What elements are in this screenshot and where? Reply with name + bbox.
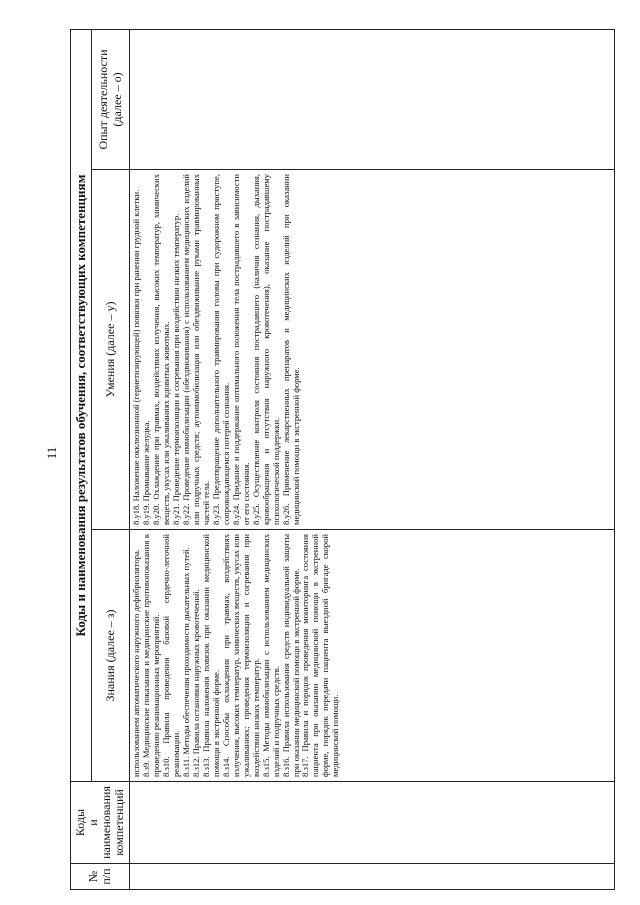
header-codes: Коды и наименования компетенций [71,782,130,864]
skill-item: 8.у24. Придание и поддержание оптимального положения тела пострадавшего в зависимости от его состояния. [230,174,251,525]
knowledge-item: 8.з10. Правила проведения базовой сердечно-легочной реанимации. [160,534,181,777]
header-num: № п/п [71,864,130,890]
skill-item: 8.у20. Охлаждение при травмах, воздействиях излучения, высоких температур, химических веществ, укусах или ужаливаниях ядовитых животных. [150,174,171,525]
cell-experience [130,29,615,169]
knowledge-item: 8.з11. Методы обеспечения проходимости дыхательных путей. [180,547,191,777]
header-skills: Умения (далее – у) [92,170,130,530]
cell-num [130,864,615,890]
skill-item: 8.у25. Осуществление контроля состояния пострадавшего (наличия сознания, дыхания, кровообращения и отсутствия наружного кровотечения), оказание пострадавшему психологической поддержки. [250,174,281,525]
cell-skills [130,170,615,530]
skill-item: 8.у26. Применение лекарственных препаратов и медицинских изделий при оказании медицинской помощи в экстренной форме. [280,174,301,525]
cell-knowledge [130,530,615,782]
knowledge-item: 8.з13. Правила наложения повязок при оказании медицинской помощи в экстренной форме. [200,534,221,777]
skill-item: 8.у23. Предотвращение дополнительного травмирования головы при судорожном приступе, сопровождающемся потерей сознания. [210,174,231,525]
header-knowledge: Знания (далее – з) [92,530,130,782]
skill-item: 8.у21. Проведение термоизоляции и согревания при воздействии низких температур. [170,213,181,525]
knowledge-item: 8.з9. Медицинские показания и медицинские противопоказания к проведению реанимационных мероприятий. [140,534,161,777]
rotated-page-content [70,30,615,890]
knowledge-item: использованием автоматического наружного дефибриллятора. [131,549,141,777]
knowledge-item: 8.з14. Способы охлаждения при травмах, воздействиях излучения, высоких температур, химических веществ, укусах или ужаливаниях; проведения термоизоляции и согревания при воздействии низких температур. [220,534,261,777]
knowledge-item: 8.з17. Правила и порядок проведения мониторинга состояния пациента при оказании медицинской помощи в экстренной форме, порядок передачи пациента выездной бригаде скорой медицинской помощи. [300,534,341,777]
header-group: Коды и наименования результатов обучения, соответствующих компетенциям [71,29,92,781]
knowledge-item: 8.з15. Методы иммобилизации с использованием медицинских изделий и подручных средств. [260,534,281,777]
knowledge-item: 8.з16. Правила использования средств индивидуальной защиты при оказании медицинской помощи в экстренной форме. [280,534,301,777]
cell-codes [130,782,615,864]
skill-item: 8.у19. Промывание желудка. [140,420,151,525]
competencies-table [70,29,615,890]
skill-item: 8.у18. Наложение окклюзионной (герметизирующей) повязки при ранении грудной клетки. [131,189,141,525]
page-number: 11 [44,446,59,460]
header-experience: Опыт деятельности (далее – о) [92,29,130,169]
knowledge-item: 8.з12. Правила остановки наружных кровотечений. [190,589,201,777]
skill-item: 8.у22. Проведение иммобилизации (обездвиживания) с использованием медицинских изделий или подручных средств; аутоиммобилизация или обездвиживание руками травмированных частей тела. [180,174,211,525]
